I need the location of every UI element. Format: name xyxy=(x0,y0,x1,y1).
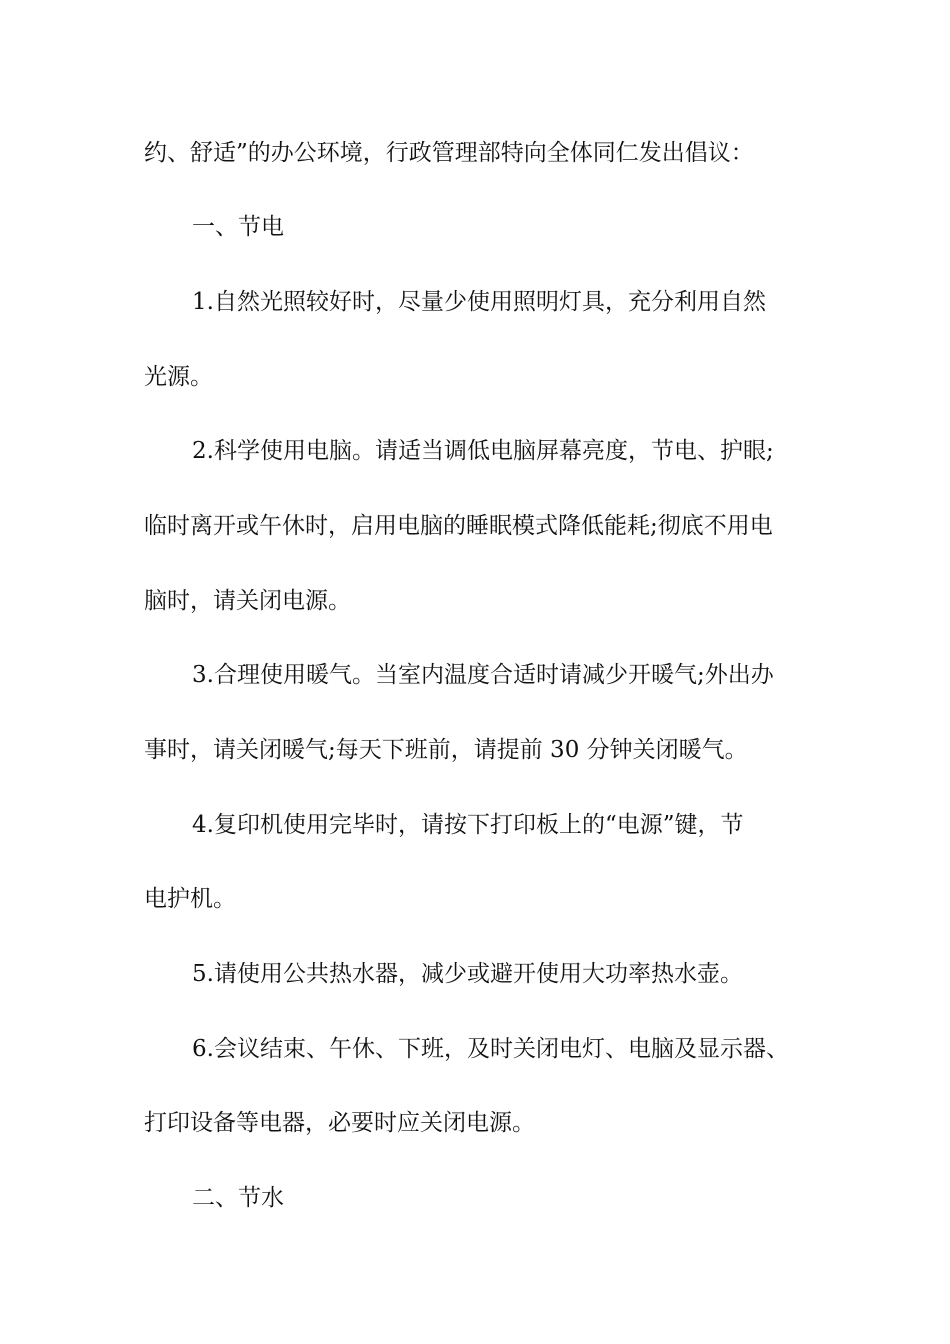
paragraph-line: 打印设备等电器，必要时应关闭电源。 xyxy=(144,1110,535,1136)
paragraph-line: 脑时，请关闭电源。 xyxy=(144,588,351,614)
paragraph-line: 1.自然光照较好时，尽量少使用照明灯具，充分利用自然 xyxy=(192,289,766,315)
paragraph-line: 光源。 xyxy=(144,364,213,390)
paragraph-line: 5.请使用公共热水器，减少或避开使用大功率热水壶。 xyxy=(192,961,743,987)
paragraph-line: 约、舒适”的办公环境，行政管理部特向全体同仁发出倡议： xyxy=(144,140,754,166)
paragraph-line: 6.会议结束、午休、下班，及时关闭电灯、电脑及显示器、 xyxy=(192,1036,789,1062)
section-heading: 二、节水 xyxy=(192,1185,284,1211)
paragraph-line: 4.复印机使用完毕时，请按下打印板上的“电源”键，节 xyxy=(192,812,744,838)
paragraph-line: 临时离开或午休时，启用电脑的睡眠模式降低能耗;彻底不用电 xyxy=(144,513,773,539)
paragraph-line: 电护机。 xyxy=(144,886,236,912)
paragraph-line: 3.合理使用暖气。当室内温度合适时请减少开暖气;外出办 xyxy=(192,662,774,688)
paragraph-line: 2.科学使用电脑。请适当调低电脑屏幕亮度，节电、护眼; xyxy=(192,438,774,464)
paragraph-line: 事时，请关闭暖气;每天下班前，请提前 30 分钟关闭暖气。 xyxy=(144,737,748,763)
section-heading: 一、节电 xyxy=(192,214,284,240)
